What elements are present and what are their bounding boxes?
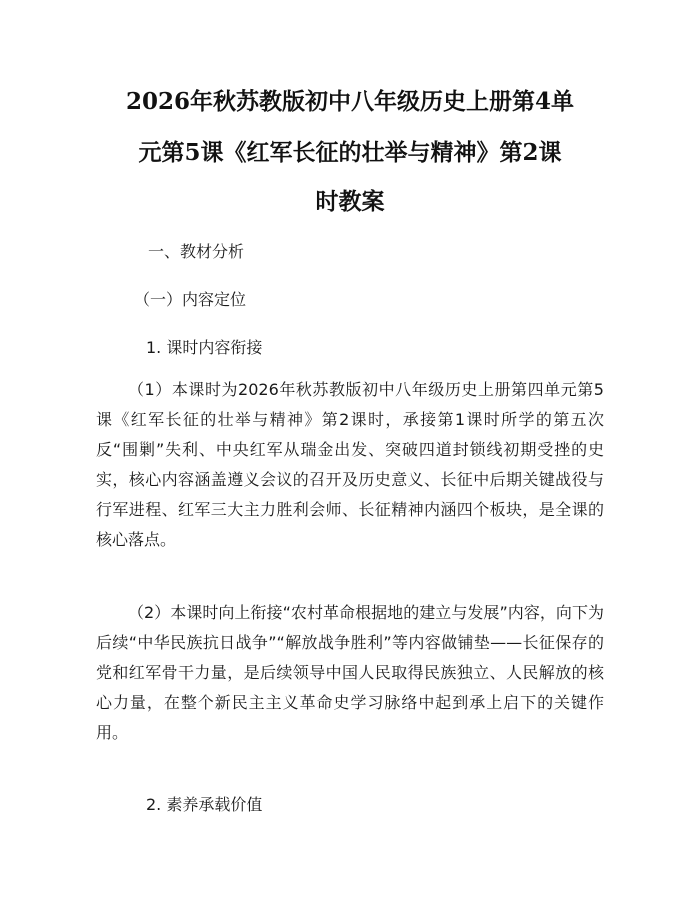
- item-heading-literacy-value: 2. 素养承载价值: [146, 795, 263, 814]
- paragraph-lesson-connection: （2）本课时向上衔接“农村革命根据地的建立与发展”内容，向下为后续“中华民族抗日战争”“解放战争胜利”等内容做铺垫——长征保存的党和红军骨干力量，是后续领导中国人民取得民族独立、人民解放的核心力量，在整个新民主主义革命史学习脉络中起到承上启下的关键作用。: [96, 603, 604, 742]
- item-heading-lesson-content-connection: 1. 课时内容衔接: [146, 338, 263, 357]
- document-title-line-2: 元第5课《红军长征的壮举与精神》第2课: [138, 139, 562, 166]
- document-title-line-1: 2026年秋苏教版初中八年级历史上册第4单: [125, 88, 575, 115]
- paragraph-lesson-overview: （1）本课时为2026年秋苏教版初中八年级历史上册第四单元第5课《红军长征的壮举与精神》第2课时，承接第1课时所学的第五次反“围剿”失利、中央红军从瑞金出发、突破四道封锁线初期受挫的史实，核心内容涵盖遵义会议的召开及历史意义、长征中后期关键战役与行军进程、红军三大主力胜利会师、长征精神内涵四个板块，是全课的核心落点。: [96, 380, 604, 549]
- section-heading-teaching-material-analysis: 一、教材分析: [148, 242, 245, 261]
- document-title-line-3: 时教案: [315, 188, 385, 215]
- subsection-heading-content-positioning: （一）内容定位: [134, 290, 247, 309]
